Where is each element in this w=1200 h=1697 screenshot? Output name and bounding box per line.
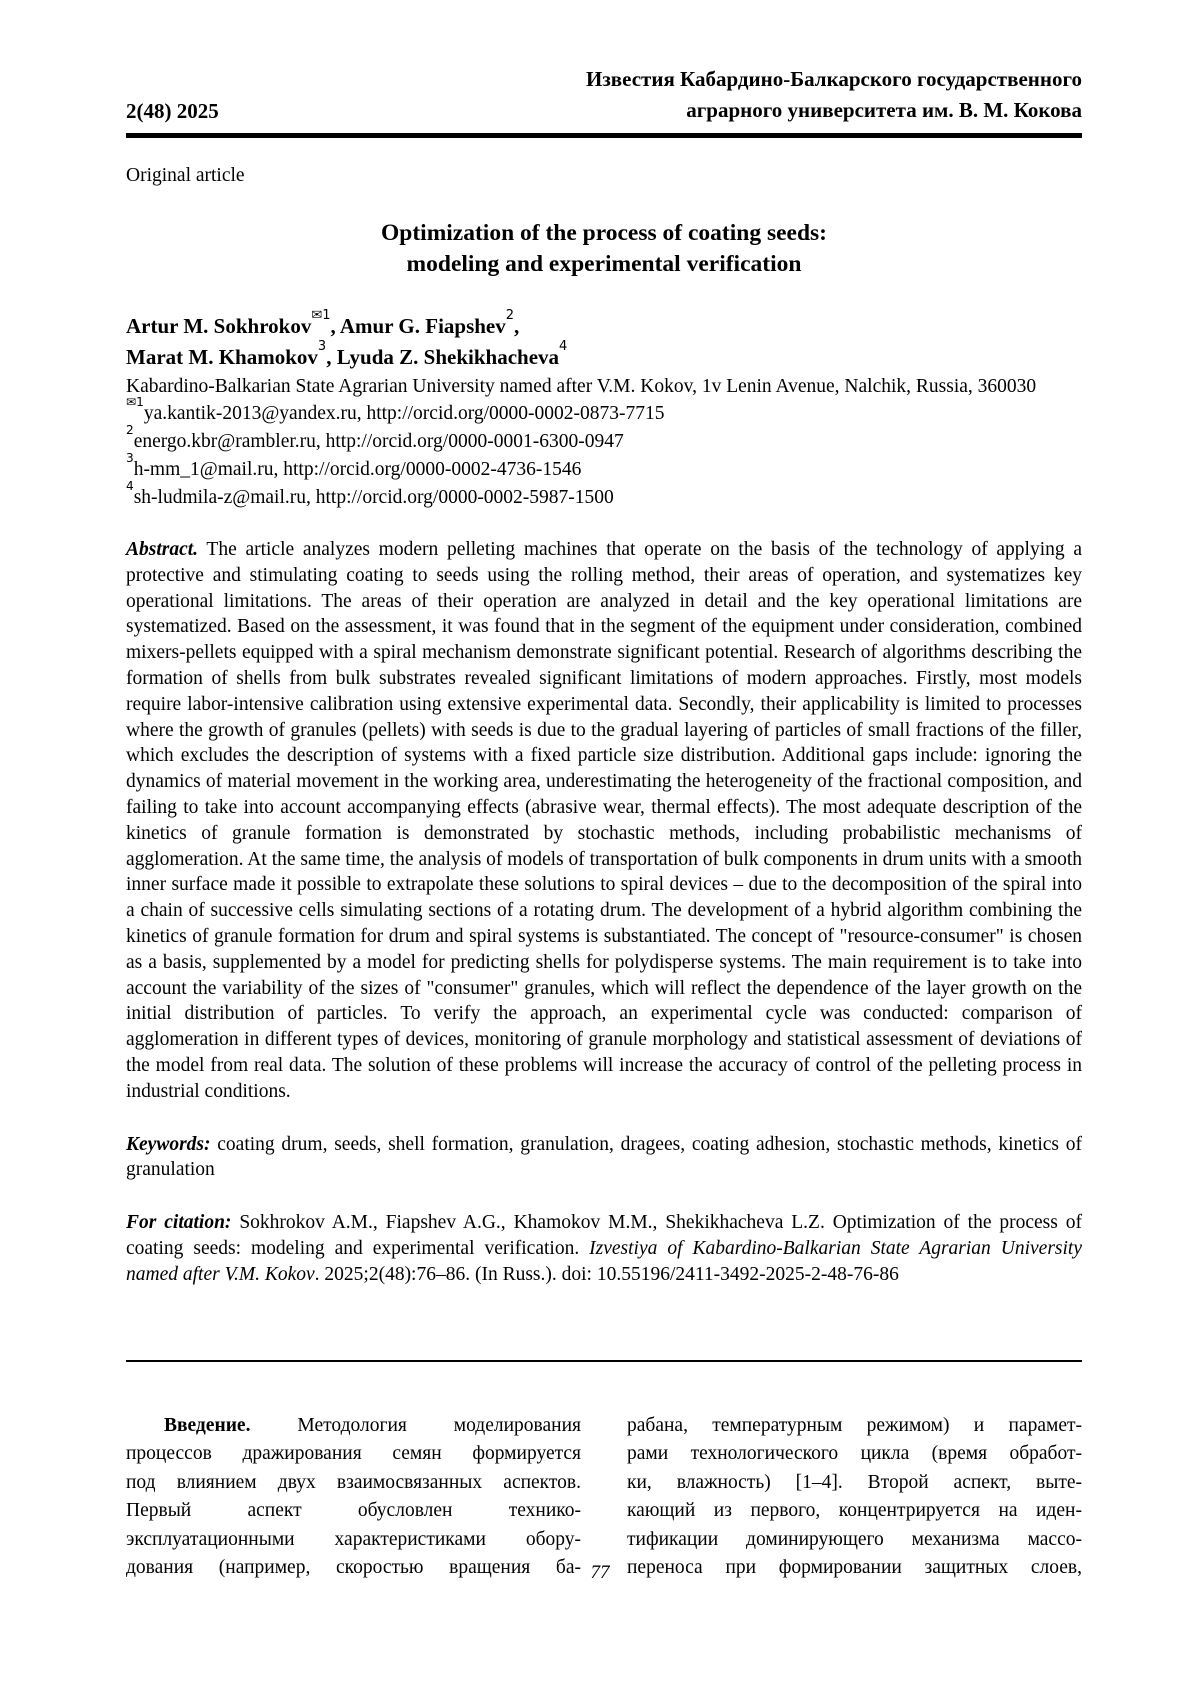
abstract-text: The article analyzes modern pelleting machines that operate on the basis of the technology of applying a protective and stimulating coating to seeds using the rolling method, their areas of operation, and systematizes key operational limitations. The areas of their operation are analyzed in detail and the key operational limitations are systematized. Based on the assessment, it was found that in the segment of the equipment under consideration, combined mixers-pellets equipped with a spiral mechanism demonstrate significant potential. Research of algorithms describing the formation of shells from bulk substrates revealed significant limitations of modern approaches. Firstly, most models require labor-intensive calibration using extensive experimental data. Secondly, their applicability is limited to processes where the growth of granules (pellets) with seeds is due to the gradual layering of particles of small fractions of the filler, which excludes the description of systems with a fixed particle size distribution. Additional gaps include: ignoring the dynamics of material movement in the working area, underestimating the heterogeneity of the fractional composition, and failing to take into account accompanying effects (abrasive wear, thermal effects). The most adequate description of the kinetics of granule formation is demonstrated by stochastic methods, including probabilistic mechanisms of agglomeration. At the same time, the analysis of models of transportation of bulk components in drum units with a smooth inner surface made it possible to extrapolate these solutions to spiral devices – due to the decomposition of the spiral into a chain of successive cells simulating sections of a rotating drum. The development of a hybrid algorithm combining the kinetics of granule formation for drum and spiral systems is substantiated. The concept of "resource-consumer" is chosen as a basis, supplemented by a model for predicting shells for polydisperse systems. The main requirement is to take into account the variability of the sizes of "consumer" granules, which will reflect the dependence of the layer growth on the initial distribution of particles. To verify the approach, an experimental cycle was conducted: comparison of agglomeration in different types of devices, monitoring of granule morphology and statistical assessment of deviations of the model from real data. The solution of these problems will increase the accuracy of control of the pelleting process in industrial conditions. (126, 539, 1082, 1102)
author-affiliation-mark: 4 (559, 339, 568, 355)
article-type-label: Original article (126, 165, 245, 186)
intro-line: рами технологического цикла (время обработ- (627, 1443, 1082, 1465)
footnote-mark: 2 (126, 423, 134, 438)
citation-journal-name: Izvestiya of Kabardino-Balkarian State Agrarian University named after V.M. Kokov (126, 1237, 1082, 1285)
header-divider (126, 133, 1082, 138)
footnote-mark: 4 (126, 479, 134, 494)
journal-title-line1: Известия Кабардино-Балкарского государственного (586, 67, 1082, 91)
author-name: Lyuda Z. Shekikhacheva (336, 345, 560, 369)
introduction-two-columns (126, 1412, 1082, 1583)
intro-line: ки, влажность) [1–4]. Второй аспект, выте- (627, 1471, 1082, 1493)
journal-title-line2: аграрного университета им. В. М. Кокова (686, 98, 1082, 122)
contact-email-orcid: energo.kbr@rambler.ru, http://orcid.org/0000-0001-6300-0947 (133, 431, 624, 452)
article-title-line2: modeling and experimental verification (406, 251, 802, 277)
intro-line: тификации доминирующего механизма массо- (627, 1528, 1082, 1550)
citation-text-after: . 2025;2(48):76–86. (In Russ.). doi: 10.55196/2411-3492-2025-2-48-76-86 (314, 1263, 899, 1285)
contact-line (126, 423, 1082, 456)
author-affiliation-mark: 3 (317, 339, 327, 355)
citation-label: For citation: (126, 1212, 232, 1234)
contact-line (126, 479, 1082, 512)
journal-title (586, 64, 1082, 126)
intro-line: Первый аспект обусловлен технико- (126, 1500, 581, 1522)
contact-email-orcid: ya.kantik-2013@yandex.ru, http://orcid.org/0000-0002-0873-7715 (143, 403, 665, 424)
intro-line: эксплуатационными характеристиками обору- (126, 1528, 581, 1550)
envelope-icon: ✉1 (126, 395, 144, 410)
intro-line: кающий из первого, концентрируется на иден- (627, 1500, 1082, 1522)
footnote-mark: 3 (126, 451, 134, 466)
contact-line (126, 395, 1082, 428)
author-name: Marat M. Khamokov (126, 345, 318, 369)
corresponding-author-envelope-icon: ✉1 (311, 308, 331, 324)
left-column (126, 1412, 581, 1583)
contact-email-orcid: sh-ludmila-z@mail.ru, http://orcid.org/0000-0002-5987-1500 (133, 487, 614, 508)
introduction-heading: Введение. (164, 1414, 251, 1436)
abstract-label: Abstract. (126, 539, 199, 560)
article-title (126, 218, 1082, 280)
authors-block (126, 308, 1082, 373)
author-separator: , (326, 345, 337, 369)
abstract-paragraph (126, 537, 1082, 1105)
author-affiliation-mark: 2 (505, 308, 515, 324)
issue-number: 2(48) 2025 (126, 99, 219, 123)
intro-line-text: Методология моделирования (297, 1414, 581, 1436)
citation-paragraph (126, 1210, 1082, 1287)
page-number: 77 (590, 1562, 610, 1583)
citation-text-before: Sokhrokov A.M., Fiapshev A.G., Khamokov M.M., Shekikhacheva L.Z. Optimization of the process of coating seeds: modeling and experimental verification. (126, 1212, 1082, 1259)
contact-line (126, 451, 1082, 484)
article-title-line1: Optimization of the process of coating seeds: (380, 220, 828, 246)
author-separator: , (330, 314, 340, 338)
author-separator: , (514, 314, 520, 338)
author-name: Artur M. Sokhrokov (126, 314, 312, 338)
intro-line: переноса при формировании защитных слоев, (627, 1557, 1082, 1579)
intro-line: под влиянием двух взаимосвязанных аспектов. (126, 1471, 581, 1493)
keywords-text: coating drum, seeds, shell formation, granulation, dragees, coating adhesion, stochastic methods, kinetics of granulation (126, 1133, 1082, 1181)
right-column (627, 1412, 1082, 1583)
affiliation: Kabardino-Balkarian State Agrarian University named after V.M. Kokov, 1v Lenin Avenue, Nalchik, Russia, 360030 (126, 376, 1037, 397)
keywords-paragraph (126, 1132, 1082, 1184)
contact-email-orcid: h-mm_1@mail.ru, http://orcid.org/0000-0002-4736-1546 (133, 459, 582, 480)
keywords-label: Keywords: (126, 1133, 211, 1155)
intro-line: рабана, температурным режимом) и парамет- (627, 1414, 1082, 1436)
intro-line: процессов дражирования семян формируется (126, 1443, 581, 1465)
intro-line (126, 1412, 581, 1441)
journal-header (126, 64, 1082, 126)
section-divider (126, 1360, 1082, 1362)
contacts-block (126, 395, 1082, 512)
author-name: Amur G. Fiapshev (339, 314, 506, 338)
intro-line: дования (например, скоростью вращения ба- (126, 1557, 581, 1579)
